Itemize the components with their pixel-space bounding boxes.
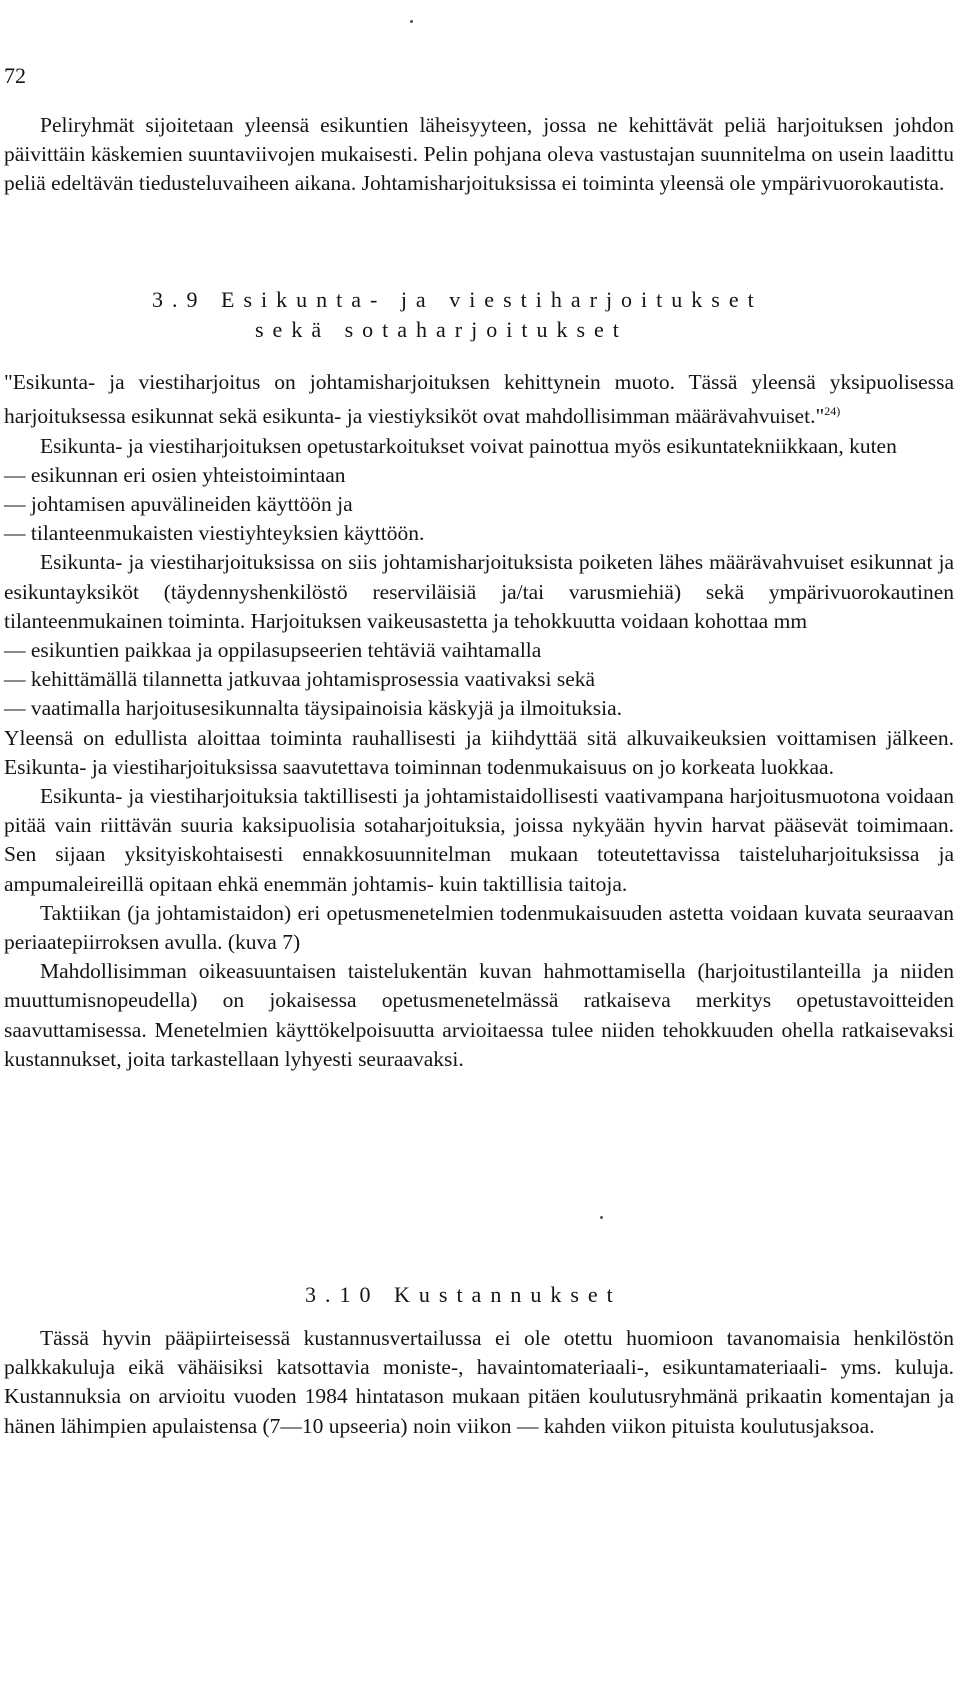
intro-paragraph: Peliryhmät sijoitetaan yleensä esikuntien läheisyyteen, jossa ne kehittävät peliä harjoituksen johdon päivittäin käskemien suuntaviivojen mukaisesti. Pelin pohjana oleva vastustajan suunnitelma on usein laadittu peliä edeltävän tiedusteluvaiheen aikana. Johtamisharjoituksissa ei toiminta yleensä ole ympärivuorokautista. (4, 113, 954, 196)
list-item: — johtamisen apuvälineiden käyttöön ja (4, 491, 353, 516)
section-3-9-title-line1: Esikunta- ja viestiharjoitukset (221, 287, 763, 312)
paragraph-7: Mahdollisimman oikeasuuntaisen taistelukentän kuvan hahmottamisella (harjoitustilanteilla ja niiden muuttumisnopeudella) on jokaisessa opetusmenetelmässä ratkaiseva merkitys opetustavoitteiden saavuttamisessa. Menetelmien käyttökelpoisuutta arvioitaessa tulee niiden tehokkuuden ohella ratkaisevaksi kustannukset, joita tarkastellaan lyhyesti seuraavaksi. (4, 959, 954, 1071)
section-3-10-title: Kustannukset (394, 1282, 622, 1307)
section-3-10-body (4, 1324, 954, 1441)
quote-paragraph (4, 368, 954, 432)
section-3-10-paragraph: Tässä hyvin pääpiirteisessä kustannusvertailussa ei ole otettu huomioon tavanomaisia henkilöstön palkkakuluja eikä vähäisiksi katsottavia moniste-, havaintomateriaali-, esikuntamateriaali- yms. kuluja. Kustannuksia on arvioitu vuoden 1984 hintatason mukaan pitäen koulutusryhmänä prikaatin komentajan ja hänen lähimpien apulaistensa (7—10 upseeria) noin viikon — kahden viikon pituista koulutusjaksoa. (4, 1326, 954, 1438)
quote-text: "Esikunta- ja viestiharjoitus on johtamisharjoituksen kehittynein muoto. Tässä yleensä yksipuolisessa harjoituksessa esikunnat sekä esikunta- ja viestiyksiköt ovat mahdollisimman määrävahvuiset." (4, 370, 954, 429)
section-3-9-heading-line2 (255, 315, 960, 345)
paragraph-2-intro: Esikunta- ja viestiharjoituksen opetustarkoitukset voivat painottua myös esikuntatekniikkaan, kuten (40, 433, 897, 458)
section-3-9-body (4, 368, 954, 1074)
list-item: — tilanteenmukaisten viestiyhteyksien käyttöön. (4, 521, 425, 546)
section-3-9-title-line2: sekä sotaharjoitukset (255, 317, 628, 342)
section-3-9-number: 3.9 (152, 287, 207, 312)
scan-speck (410, 20, 413, 23)
page-number: 72 (4, 63, 26, 88)
list-item: — esikunnan eri osien yhteistoimintaan (4, 462, 346, 487)
intro-section (4, 111, 954, 199)
section-3-10-heading (305, 1280, 960, 1310)
paragraph-5: Esikunta- ja viestiharjoituksia taktillisesti ja johtamistaidollisesti vaativampana harjoitusmuotona voidaan pitää vain riittävän suuria kaksipuolisia sotaharjoituksia, joissa nykyään hyvin harvat pääsevät toimimaan. Sen sijaan yksityiskohtaisesti ennakkosuunnitelman mukaan toteutettavissa taisteluharjoituksissa ja ampumaleireillä opitaan ehkä enemmän johtamis- kuin taktillisia taitoja. (4, 784, 954, 896)
paragraph-6: Taktiikan (ja johtamistaidon) eri opetusmenetelmien todenmukaisuuden astetta voidaan kuvata seuraavan periaatepiirroksen avulla. (kuva 7) (4, 900, 954, 955)
scan-speck (600, 1216, 603, 1219)
list-item: — kehittämällä tilannetta jatkuvaa johtamisprosessia vaativaksi sekä (4, 667, 596, 692)
section-3-10-number: 3.10 (305, 1282, 380, 1307)
section-3-9-heading (152, 285, 960, 315)
paragraph-4: Yleensä on edullista aloittaa toiminta rauhallisesti ja kiihdyttää sitä alkuvaikeuksien voittamisen jälkeen. Esikunta- ja viestiharjoituksissa saavutettava toiminnan todenmukaisuus on jo korkeata luokkaa. (4, 725, 954, 779)
paragraph-3-intro: Esikunta- ja viestiharjoituksissa on siis johtamisharjoituksista poiketen lähes määrävahvuiset esikunnat ja esikuntayksiköt (täydennyshenkilöstö reserviläisiä ja/tai varusmiehiä) sekä ympärivuorokautinen tilanteenmukainen toiminta. Harjoituksen vaikeusastetta ja tehokkuutta voidaan kohottaa mm (4, 550, 954, 633)
footnote-ref: 24) (824, 404, 841, 419)
list-item: — esikuntien paikkaa ja oppilasupseerien tehtäviä vaihtamalla (4, 637, 542, 662)
list-item: — vaatimalla harjoitusesikunnalta täysipainoisia käskyjä ja ilmoituksia. (4, 696, 622, 721)
